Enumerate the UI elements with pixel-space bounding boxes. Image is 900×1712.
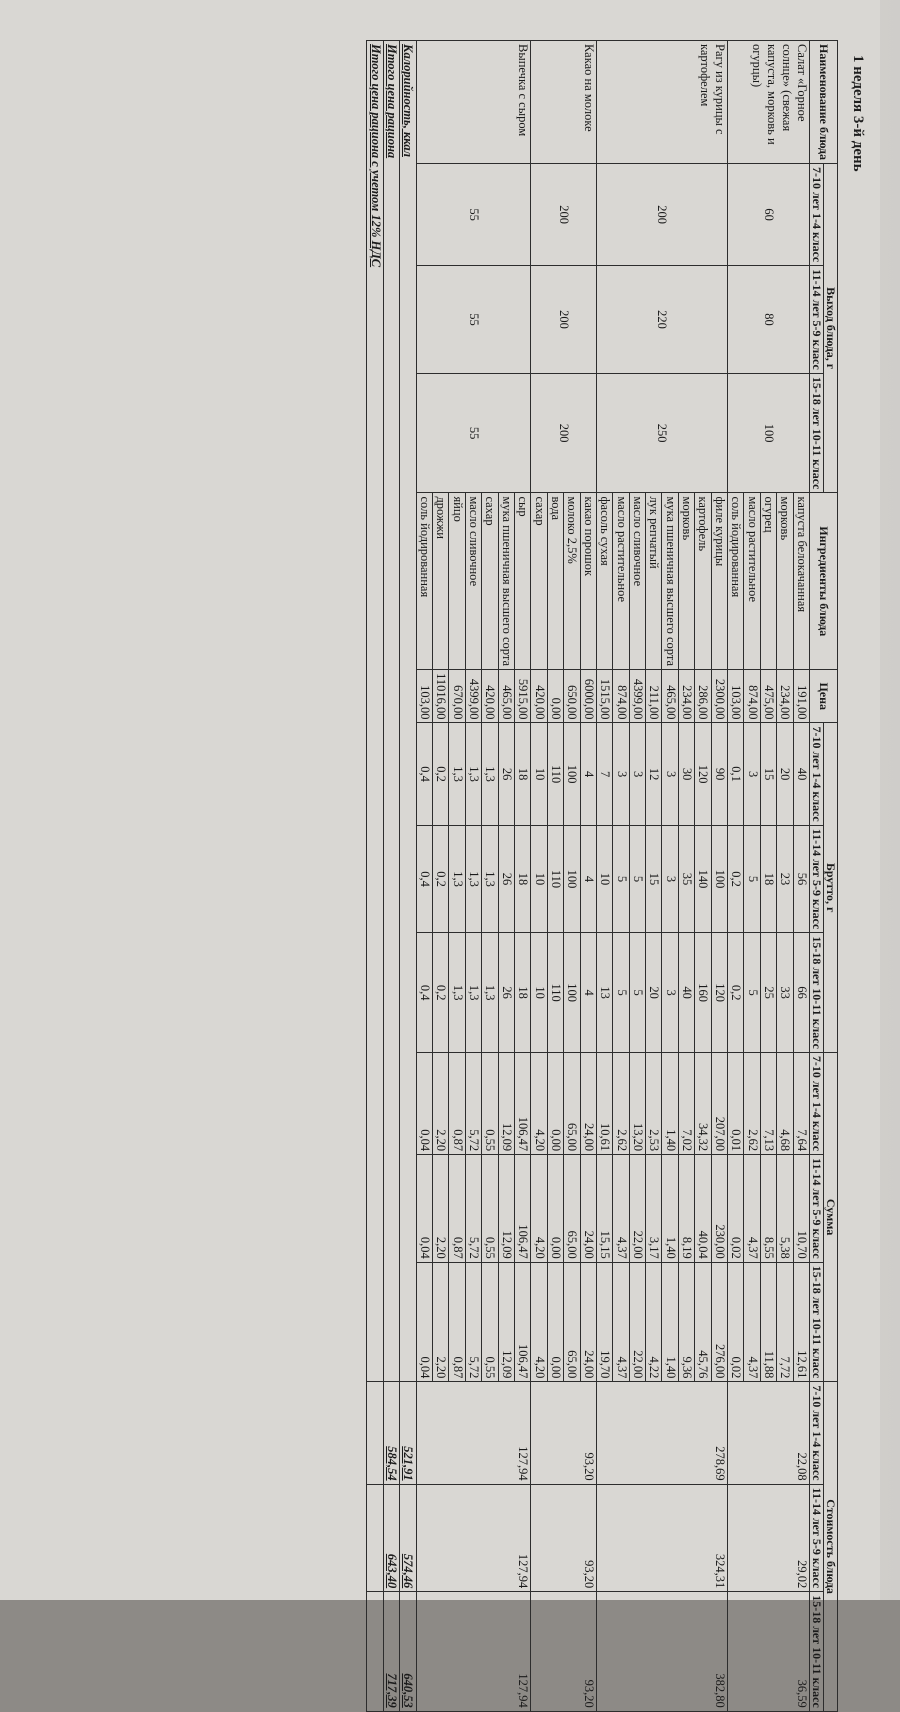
ingredient-sum: 19,70 — [596, 1262, 612, 1382]
ingredient-sum: 24,00 — [580, 1155, 596, 1263]
ingredient-brutto: 100 — [711, 825, 727, 933]
ingredient-brutto: 35 — [678, 825, 694, 933]
ingredient-sum: 12,09 — [498, 1052, 514, 1154]
ingredient-brutto: 0,4 — [416, 723, 432, 825]
header-brutto: Брутто, г — [824, 723, 838, 1052]
ingredient-brutto: 120 — [695, 723, 711, 825]
ingredient-brutto: 90 — [711, 723, 727, 825]
ingredient-brutto: 5 — [613, 933, 629, 1053]
ingredient-brutto: 3 — [662, 723, 678, 825]
header-yield-age: 15-18 лет 10-11 класс — [810, 373, 824, 493]
ingredient-brutto: 20 — [777, 723, 793, 825]
ingredient-brutto: 1,3 — [482, 723, 498, 825]
table-row — [514, 41, 530, 1712]
dish-cost: 93,20 — [531, 1484, 597, 1592]
ingredient-brutto: 15 — [760, 723, 776, 825]
ingredient-sum: 5,72 — [465, 1262, 481, 1382]
ingredient-name: масло сливочное — [629, 493, 645, 670]
ingredient-name: сахар — [531, 493, 547, 670]
ingredient-price: 11016,00 — [433, 670, 449, 723]
ingredient-sum: 15,15 — [596, 1155, 612, 1263]
ingredient-brutto: 160 — [695, 933, 711, 1053]
header-yield-age: 7-10 лет 1-4 класс — [810, 164, 824, 266]
ingredient-brutto: 0,2 — [728, 825, 744, 933]
ingredient-sum: 7,72 — [777, 1262, 793, 1382]
ingredient-brutto: 33 — [777, 933, 793, 1053]
footer-label: Итого цена рациона — [383, 41, 399, 1382]
footer-value: 717,39 — [383, 1592, 399, 1712]
table-row — [711, 41, 727, 1712]
header-cost-age: 7-10 лет 1-4 класс — [810, 1382, 824, 1484]
ingredient-name: масло растительное — [613, 493, 629, 670]
ingredient-name: масло растительное — [744, 493, 760, 670]
ingredient-sum: 22,00 — [629, 1262, 645, 1382]
ingredient-sum: 1,40 — [662, 1262, 678, 1382]
ingredient-brutto: 0,2 — [433, 825, 449, 933]
ingredient-price: 211,00 — [646, 670, 662, 723]
ingredient-price: 6000,00 — [580, 670, 596, 723]
ingredient-brutto: 1,3 — [482, 933, 498, 1053]
ingredient-sum: 1,40 — [662, 1052, 678, 1154]
ingredient-brutto: 4 — [580, 933, 596, 1053]
ingredient-sum: 0,55 — [482, 1155, 498, 1263]
ingredient-price: 670,00 — [449, 670, 465, 723]
ingredient-brutto: 4 — [580, 825, 596, 933]
footer-value: 521,91 — [400, 1382, 416, 1484]
ingredient-brutto: 18 — [514, 933, 530, 1053]
ingredient-sum: 106,47 — [514, 1262, 530, 1382]
header-brutto-age: 11-14 лет 5-9 класс — [810, 825, 824, 933]
ingredient-name: лук репчатый — [646, 493, 662, 670]
ingredient-price: 0,00 — [547, 670, 563, 723]
ingredient-brutto: 5 — [629, 825, 645, 933]
dish-name: Какао на молоке — [531, 41, 597, 164]
dish-cost: 29,02 — [728, 1484, 810, 1592]
ingredient-sum: 65,00 — [564, 1262, 580, 1382]
ingredient-price: 420,00 — [531, 670, 547, 723]
ingredient-sum: 10,70 — [793, 1155, 809, 1263]
menu-table — [366, 40, 838, 1712]
dish-cost: 278,69 — [596, 1382, 727, 1484]
ingredient-name: огурец — [760, 493, 776, 670]
ingredient-price: 191,00 — [793, 670, 809, 723]
ingredient-name: соль йодированная — [416, 493, 432, 670]
ingredient-brutto: 3 — [662, 825, 678, 933]
ingredient-brutto: 1,3 — [449, 933, 465, 1053]
ingredient-sum: 8,19 — [678, 1155, 694, 1263]
ingredient-brutto: 10 — [531, 723, 547, 825]
ingredient-brutto: 110 — [547, 933, 563, 1053]
footer-value: 584,54 — [383, 1382, 399, 1484]
dish-yield: 55 — [416, 266, 531, 374]
ingredient-name: мука пшеничная высшего сорта — [498, 493, 514, 670]
ingredient-brutto: 23 — [777, 825, 793, 933]
ingredient-brutto: 1,3 — [465, 825, 481, 933]
ingredient-sum: 4,20 — [531, 1155, 547, 1263]
ingredient-sum: 2,53 — [646, 1052, 662, 1154]
header-sum-age: 15-18 лет 10-11 класс — [810, 1262, 824, 1382]
ingredient-brutto: 100 — [564, 825, 580, 933]
ingredient-price: 874,00 — [613, 670, 629, 723]
ingredient-price: 1515,00 — [596, 670, 612, 723]
ingredient-brutto: 12 — [646, 723, 662, 825]
dish-yield: 55 — [416, 164, 531, 266]
ingredient-brutto: 110 — [547, 825, 563, 933]
dish-cost: 127,94 — [416, 1592, 531, 1712]
ingredient-brutto: 1,3 — [482, 825, 498, 933]
ingredient-sum: 0,04 — [416, 1262, 432, 1382]
ingredient-price: 465,00 — [662, 670, 678, 723]
ingredient-price: 475,00 — [760, 670, 776, 723]
ingredient-sum: 3,17 — [646, 1155, 662, 1263]
ingredient-brutto: 5 — [613, 825, 629, 933]
ingredient-sum: 5,72 — [465, 1052, 481, 1154]
ingredient-sum: 5,38 — [777, 1155, 793, 1263]
ingredient-brutto: 40 — [793, 723, 809, 825]
ingredient-sum: 8,55 — [760, 1155, 776, 1263]
table-footer — [367, 41, 416, 1712]
ingredient-sum: 7,13 — [760, 1052, 776, 1154]
ingredient-name: какао порошок — [580, 493, 596, 670]
ingredient-sum: 0,87 — [449, 1262, 465, 1382]
ingredient-brutto: 5 — [744, 933, 760, 1053]
ingredient-brutto: 100 — [564, 933, 580, 1053]
ingredient-sum: 0,87 — [449, 1155, 465, 1263]
ingredient-brutto: 18 — [514, 825, 530, 933]
dish-name: Выпечка с сыром — [416, 41, 531, 164]
ingredient-brutto: 120 — [711, 933, 727, 1053]
ingredient-name: яйцо — [449, 493, 465, 670]
ingredient-brutto: 10 — [596, 825, 612, 933]
ingredient-brutto: 7 — [596, 723, 612, 825]
ingredient-brutto: 0,1 — [728, 723, 744, 825]
ingredient-name: масло сливочное — [465, 493, 481, 670]
ingredient-brutto: 18 — [514, 723, 530, 825]
ingredient-brutto: 13 — [596, 933, 612, 1053]
dish-yield: 200 — [596, 164, 727, 266]
ingredient-brutto: 1,3 — [449, 825, 465, 933]
ingredient-sum: 4,37 — [744, 1262, 760, 1382]
header-dish-name: Наименование блюда — [810, 41, 838, 164]
header-yield-age: 11-14 лет 5-9 класс — [810, 266, 824, 374]
page-heading: 1 неделя 3-й день — [850, 55, 866, 172]
ingredient-sum: 0,00 — [547, 1155, 563, 1263]
ingredient-sum: 4,37 — [613, 1155, 629, 1263]
ingredient-brutto: 26 — [498, 825, 514, 933]
footer-value — [367, 1484, 383, 1592]
ingredient-sum: 0,00 — [547, 1262, 563, 1382]
ingredient-brutto: 1,3 — [465, 933, 481, 1053]
dish-name: Рагу из курицы с картофелем — [596, 41, 727, 164]
header-sum-age: 7-10 лет 1-4 класс — [810, 1052, 824, 1154]
header-brutto-age: 7-10 лет 1-4 класс — [810, 723, 824, 825]
header-cost: Стоимость блюда — [824, 1382, 838, 1711]
ingredient-price: 2300,00 — [711, 670, 727, 723]
ingredient-price: 234,00 — [678, 670, 694, 723]
ingredient-name: картофель — [695, 493, 711, 670]
ingredient-sum: 0,04 — [416, 1155, 432, 1263]
ingredient-sum: 0,01 — [728, 1052, 744, 1154]
dish-yield: 200 — [531, 373, 597, 493]
ingredient-brutto: 3 — [613, 723, 629, 825]
dish-yield: 55 — [416, 373, 531, 493]
dish-yield: 80 — [728, 266, 810, 374]
table-body — [416, 41, 809, 1712]
ingredient-name: вода — [547, 493, 563, 670]
ingredient-sum: 2,20 — [433, 1052, 449, 1154]
dish-yield: 60 — [728, 164, 810, 266]
ingredient-sum: 9,36 — [678, 1262, 694, 1382]
footer-row — [400, 41, 416, 1712]
header-sum-age: 11-14 лет 5-9 класс — [810, 1155, 824, 1263]
ingredient-sum: 34,32 — [695, 1052, 711, 1154]
ingredient-brutto: 5 — [744, 825, 760, 933]
ingredient-sum: 12,09 — [498, 1262, 514, 1382]
ingredient-sum: 4,22 — [646, 1262, 662, 1382]
ingredient-sum: 5,72 — [465, 1155, 481, 1263]
ingredient-brutto: 0,4 — [416, 825, 432, 933]
dish-cost: 22,08 — [728, 1382, 810, 1484]
ingredient-sum: 106,47 — [514, 1155, 530, 1263]
ingredient-brutto: 40 — [678, 933, 694, 1053]
ingredient-sum: 10,61 — [596, 1052, 612, 1154]
footer-row — [367, 41, 383, 1712]
ingredient-sum: 13,20 — [629, 1052, 645, 1154]
ingredient-price: 650,00 — [564, 670, 580, 723]
ingredient-brutto: 10 — [531, 825, 547, 933]
ingredient-sum: 22,00 — [629, 1155, 645, 1263]
ingredient-name: филе курицы — [711, 493, 727, 670]
ingredient-brutto: 25 — [760, 933, 776, 1053]
ingredient-name: морковь — [777, 493, 793, 670]
footer-row — [383, 41, 399, 1712]
dish-name: Салат «Горное солнце» (свежая капуста, морковь и огурцы) — [728, 41, 810, 164]
dish-cost: 127,94 — [416, 1382, 531, 1484]
header-cost-age: 15-18 лет 10-11 класс — [810, 1592, 824, 1712]
dish-yield: 200 — [531, 266, 597, 374]
ingredient-price: 286,00 — [695, 670, 711, 723]
ingredient-sum: 11,88 — [760, 1262, 776, 1382]
ingredient-brutto: 26 — [498, 933, 514, 1053]
ingredient-name: мука пшеничная высшего сорта — [662, 493, 678, 670]
ingredient-sum: 4,68 — [777, 1052, 793, 1154]
ingredient-sum: 0,55 — [482, 1052, 498, 1154]
ingredient-price: 234,00 — [777, 670, 793, 723]
footer-value: 640,53 — [400, 1592, 416, 1712]
ingredient-brutto: 1,3 — [465, 723, 481, 825]
ingredient-brutto: 0,4 — [416, 933, 432, 1053]
ingredient-brutto: 30 — [678, 723, 694, 825]
header-price: Цена — [810, 670, 838, 723]
ingredient-brutto: 10 — [531, 933, 547, 1053]
ingredient-sum: 2,20 — [433, 1262, 449, 1382]
header-brutto-age: 15-18 лет 10-11 класс — [810, 933, 824, 1053]
ingredient-sum: 7,02 — [678, 1052, 694, 1154]
ingredient-brutto: 26 — [498, 723, 514, 825]
ingredient-sum: 12,09 — [498, 1155, 514, 1263]
ingredient-name: капуста белокачанная — [793, 493, 809, 670]
table-row — [580, 41, 596, 1712]
dish-cost: 127,94 — [416, 1484, 531, 1592]
header-yield: Выход блюда, г — [824, 164, 838, 493]
ingredient-sum: 12,61 — [793, 1262, 809, 1382]
ingredient-sum: 0,55 — [482, 1262, 498, 1382]
ingredient-sum: 0,87 — [449, 1052, 465, 1154]
ingredient-price: 103,00 — [416, 670, 432, 723]
footer-value — [367, 1592, 383, 1712]
ingredient-name: сахар — [482, 493, 498, 670]
ingredient-brutto: 15 — [646, 825, 662, 933]
footer-value — [367, 1382, 383, 1484]
dish-cost: 382,80 — [596, 1592, 727, 1712]
dish-cost: 324,31 — [596, 1484, 727, 1592]
dish-cost: 36,59 — [728, 1592, 810, 1712]
ingredient-brutto: 0,2 — [728, 933, 744, 1053]
ingredient-price: 5915,00 — [514, 670, 530, 723]
ingredient-brutto: 140 — [695, 825, 711, 933]
footer-value: 643,40 — [383, 1484, 399, 1592]
ingredient-brutto: 56 — [793, 825, 809, 933]
header-sum: Сумма — [824, 1052, 838, 1381]
ingredient-price: 420,00 — [482, 670, 498, 723]
ingredient-brutto: 100 — [564, 723, 580, 825]
ingredient-sum: 65,00 — [564, 1052, 580, 1154]
ingredient-sum: 276,00 — [711, 1262, 727, 1382]
ingredient-sum: 40,04 — [695, 1155, 711, 1263]
ingredient-price: 103,00 — [728, 670, 744, 723]
ingredient-price: 4399,00 — [629, 670, 645, 723]
ingredient-sum: 0,00 — [547, 1052, 563, 1154]
ingredient-name: сыр — [514, 493, 530, 670]
ingredient-name: фасоль сухая — [596, 493, 612, 670]
ingredient-sum: 24,00 — [580, 1262, 596, 1382]
ingredient-brutto: 1,3 — [449, 723, 465, 825]
ingredient-sum: 0,02 — [728, 1262, 744, 1382]
ingredient-price: 4399,00 — [465, 670, 481, 723]
ingredient-brutto: 0,2 — [433, 933, 449, 1053]
header-cost-age: 11-14 лет 5-9 класс — [810, 1484, 824, 1592]
ingredient-price: 874,00 — [744, 670, 760, 723]
ingredient-brutto: 20 — [646, 933, 662, 1053]
ingredient-brutto: 0,2 — [433, 723, 449, 825]
footer-value: 574,46 — [400, 1484, 416, 1592]
ingredient-sum: 207,00 — [711, 1052, 727, 1154]
ingredient-name: морковь — [678, 493, 694, 670]
dish-cost: 93,20 — [531, 1592, 597, 1712]
ingredient-sum: 2,20 — [433, 1155, 449, 1263]
ingredient-name: молоко 2,5% — [564, 493, 580, 670]
dish-yield: 250 — [596, 373, 727, 493]
ingredient-sum: 45,76 — [695, 1262, 711, 1382]
ingredient-sum: 230,00 — [711, 1155, 727, 1263]
table-row — [793, 41, 809, 1712]
ingredient-price: 465,00 — [498, 670, 514, 723]
ingredient-brutto: 66 — [793, 933, 809, 1053]
ingredient-sum: 4,37 — [744, 1155, 760, 1263]
ingredient-sum: 0,02 — [728, 1155, 744, 1263]
dish-cost: 93,20 — [531, 1382, 597, 1484]
ingredient-sum: 4,20 — [531, 1262, 547, 1382]
ingredient-sum: 1,40 — [662, 1155, 678, 1263]
ingredient-sum: 0,04 — [416, 1052, 432, 1154]
header-ingredients: Ингредиенты блюда — [810, 493, 838, 670]
footer-label: Итого цена рациона с учетом 12% НДС — [367, 41, 383, 1382]
ingredient-sum: 2,62 — [744, 1052, 760, 1154]
footer-label: Калорийность, ккал — [400, 41, 416, 1382]
dish-yield: 100 — [728, 373, 810, 493]
ingredient-sum: 4,37 — [613, 1262, 629, 1382]
ingredient-name: дрожжи — [433, 493, 449, 670]
ingredient-sum: 4,20 — [531, 1052, 547, 1154]
ingredient-sum: 7,64 — [793, 1052, 809, 1154]
ingredient-brutto: 4 — [580, 723, 596, 825]
dish-yield: 200 — [531, 164, 597, 266]
ingredient-brutto: 5 — [629, 933, 645, 1053]
ingredient-brutto: 3 — [744, 723, 760, 825]
ingredient-brutto: 3 — [662, 933, 678, 1053]
ingredient-sum: 2,62 — [613, 1052, 629, 1154]
ingredient-brutto: 110 — [547, 723, 563, 825]
ingredient-brutto: 3 — [629, 723, 645, 825]
ingredient-sum: 65,00 — [564, 1155, 580, 1263]
ingredient-brutto: 18 — [760, 825, 776, 933]
dish-yield: 220 — [596, 266, 727, 374]
ingredient-name: соль йодированная — [728, 493, 744, 670]
ingredient-sum: 24,00 — [580, 1052, 596, 1154]
ingredient-sum: 106,47 — [514, 1052, 530, 1154]
